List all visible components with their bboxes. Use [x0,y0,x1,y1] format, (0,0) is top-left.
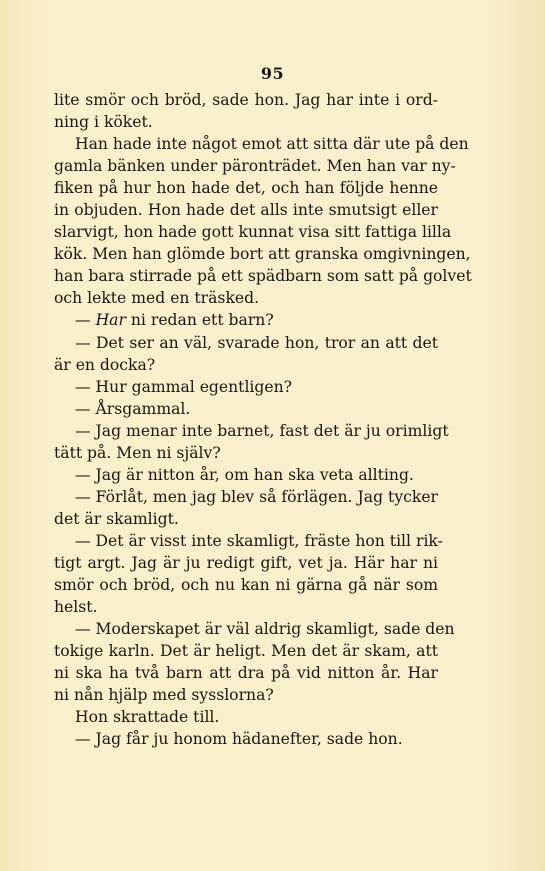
text-line: — Hur gammal egentligen? [75,377,293,396]
body-text [54,89,472,750]
text-line: kök. Men han glömde bort att granska omgivningen, [54,245,471,264]
text-line: tätt på. Men ni själv? [54,443,221,462]
text-line: — Jag får ju honom hädanefter, sade hon. [75,730,403,749]
page-number: 95 [260,64,285,83]
text-line: helst. [54,598,98,617]
text-line: det är skamligt. [54,509,179,528]
text-line: han bara stirrade på ett spädbarn som satt på golvet [54,267,472,286]
text-line: Hon skrattade till. [75,708,220,727]
text-line: — Årsgammal. [75,399,191,418]
text-line: fiken på hur hon hade det, och han följde henne [54,179,438,198]
text-line: lite smör och bröd, sade hon. Jag har inte i ord- [54,91,438,109]
text-line: — Jag menar inte barnet, fast det är ju orimligt [75,421,449,440]
text-line: — Det är visst inte skamligt, fräste hon till rik- [75,531,443,550]
emphasized-word: Har [95,311,126,330]
text-line: ni ska ha två barn att dra på vid nitton år. Har [54,664,438,683]
text-line: Han hade inte något emot att sitta där ute på den [75,135,469,154]
text-line: tigt argt. Jag är ju redigt gift, vet ja. Här har ni [54,553,438,572]
text-line: är en docka? [54,355,156,374]
text-line: tokige karln. Det är heligt. Men det är skam, att [54,642,438,661]
text-line: — Förlåt, men jag blev så förlägen. Jag tycker [75,487,438,506]
text-line: — Jag är nitton år, om han ska veta allting. [75,465,414,484]
text-line: slarvigt, hon hade gott kunnat visa sitt fattiga lilla [54,223,452,242]
text-line: ni nån hjälp med sysslorna? [54,686,274,705]
text-line: smör och bröd, och nu kan ni gärna gå när som [54,576,438,595]
text-line: in objuden. Hon hade det alls inte smutsigt eller [54,201,438,220]
text-line: — Det ser an väl, svarade hon, tror an att det [75,333,438,352]
text-line: — Har ni redan ett barn? [75,311,274,330]
text-line: — Moderskapet är väl aldrig skamligt, sade den [75,620,455,639]
text-line: och lekte med en träsked. [54,289,260,308]
text-line: ning i köket. [54,113,153,132]
text-line: gamla bänken under päronträdet. Men han var ny- [54,157,456,176]
